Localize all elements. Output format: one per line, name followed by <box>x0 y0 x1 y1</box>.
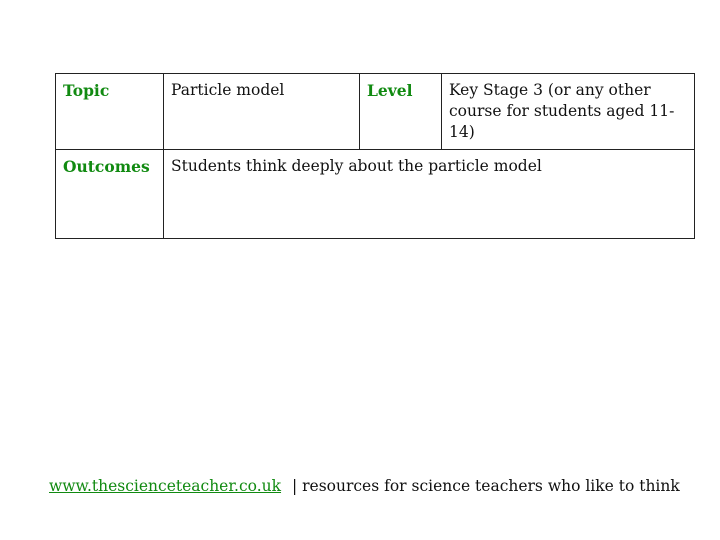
footer-tagline: | resources for science teachers who like to think <box>291 477 680 495</box>
topic-value: Particle model <box>164 74 360 150</box>
level-label: Level <box>360 74 442 150</box>
topic-label: Topic <box>56 74 164 150</box>
lesson-info-table <box>55 73 695 239</box>
footer <box>49 476 680 497</box>
outcomes-label: Outcomes <box>56 150 164 239</box>
level-value: Key Stage 3 (or any other course for students aged 11-14) <box>442 74 695 150</box>
website-link[interactable]: www.thescienceteacher.co.uk <box>49 477 282 495</box>
table-row-topic-level <box>56 74 695 150</box>
table-row-outcomes <box>56 150 695 239</box>
outcomes-value: Students think deeply about the particle model <box>164 150 695 239</box>
